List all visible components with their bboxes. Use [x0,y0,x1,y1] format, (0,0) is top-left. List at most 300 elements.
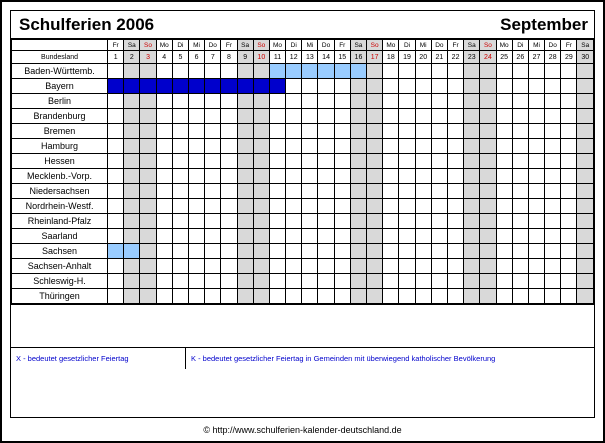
day-cell [124,154,140,169]
day-cell [512,274,528,289]
day-cell [221,184,237,199]
legend-bar [11,347,594,369]
day-cell [512,184,528,199]
day-cell [172,214,188,229]
day-cell [124,109,140,124]
day-cell [124,64,140,79]
day-cell [269,229,285,244]
day-cell [221,229,237,244]
day-cell [447,214,463,229]
day-cell [383,184,399,199]
day-cell [431,124,447,139]
day-cell [124,214,140,229]
day-cell [383,259,399,274]
day-cell [140,139,156,154]
day-number-header: 22 [447,51,463,64]
day-cell [528,244,544,259]
day-number-header: 27 [528,51,544,64]
day-cell [399,199,415,214]
day-cell [561,154,577,169]
day-cell [512,124,528,139]
day-cell [318,274,334,289]
day-cell [431,169,447,184]
weekday-header: Di [512,40,528,51]
day-cell [367,214,383,229]
day-cell [480,274,496,289]
day-cell [545,214,561,229]
day-cell [318,94,334,109]
day-cell [512,109,528,124]
day-cell [447,289,463,304]
day-cell [140,244,156,259]
day-cell [318,124,334,139]
day-cell [415,64,431,79]
day-cell [431,94,447,109]
day-cell [253,124,269,139]
day-cell [286,169,302,184]
day-cell [367,124,383,139]
day-cell [205,274,221,289]
day-cell [108,109,124,124]
day-cell [383,169,399,184]
day-cell [286,79,302,94]
day-cell [496,79,512,94]
day-cell [140,124,156,139]
day-cell [545,64,561,79]
day-cell [318,229,334,244]
weekday-header: Fr [447,40,463,51]
weekday-header: Mo [269,40,285,51]
day-cell [431,184,447,199]
weekday-header: Mi [528,40,544,51]
day-cell [545,169,561,184]
day-cell [383,94,399,109]
day-cell [140,79,156,94]
day-cell [205,94,221,109]
state-name-cell: Bayern [12,79,108,94]
day-cell [334,109,350,124]
day-cell [302,199,318,214]
day-cell [512,199,528,214]
day-cell [172,124,188,139]
day-cell [172,199,188,214]
day-cell [399,259,415,274]
day-cell [237,184,253,199]
day-cell [415,94,431,109]
day-cell [124,169,140,184]
day-cell [286,259,302,274]
day-cell [415,289,431,304]
day-cell [431,139,447,154]
day-cell [545,199,561,214]
calendar-frame [10,10,595,418]
day-cell [367,79,383,94]
day-cell [269,139,285,154]
day-cell [124,124,140,139]
day-number-header: 20 [415,51,431,64]
table-row [12,244,594,259]
day-cell [367,274,383,289]
day-number-header: 10 [253,51,269,64]
day-cell [334,124,350,139]
day-cell [512,169,528,184]
weekday-header: Mi [188,40,204,51]
day-cell [269,244,285,259]
day-cell [545,289,561,304]
day-cell [561,79,577,94]
day-cell [205,214,221,229]
day-cell [415,214,431,229]
day-cell [561,139,577,154]
day-cell [496,169,512,184]
day-cell [367,229,383,244]
day-cell [108,214,124,229]
day-cell [302,184,318,199]
day-cell [561,64,577,79]
day-cell [496,259,512,274]
day-cell [286,274,302,289]
day-cell [383,274,399,289]
day-cell [188,154,204,169]
day-cell [447,169,463,184]
day-cell [205,259,221,274]
day-cell [124,184,140,199]
day-cell [464,214,480,229]
day-cell [205,289,221,304]
day-cell [480,109,496,124]
day-cell [480,154,496,169]
day-cell [577,289,594,304]
day-cell [188,259,204,274]
day-cell [302,154,318,169]
state-name-cell: Thüringen [12,289,108,304]
day-number-header: 23 [464,51,480,64]
day-cell [447,64,463,79]
day-cell [447,184,463,199]
day-cell [431,109,447,124]
day-cell [108,79,124,94]
day-cell [367,154,383,169]
day-cell [205,244,221,259]
day-cell [302,244,318,259]
table-row [12,139,594,154]
day-cell [253,139,269,154]
state-name-cell: Hamburg [12,139,108,154]
day-cell [512,154,528,169]
day-cell [399,109,415,124]
day-cell [286,229,302,244]
day-cell [480,169,496,184]
day-cell [464,154,480,169]
table-row [12,109,594,124]
day-number-header: 5 [172,51,188,64]
day-cell [286,139,302,154]
day-cell [545,244,561,259]
day-cell [140,259,156,274]
day-cell [237,169,253,184]
day-cell [302,94,318,109]
day-cell [399,139,415,154]
day-cell [140,169,156,184]
day-cell [512,139,528,154]
day-number-header: 1 [108,51,124,64]
day-cell [496,184,512,199]
day-cell [480,124,496,139]
day-cell [124,199,140,214]
day-cell [561,169,577,184]
day-cell [447,199,463,214]
weekday-header: Mo [496,40,512,51]
day-cell [205,199,221,214]
day-cell [431,274,447,289]
weekday-header: Fr [561,40,577,51]
day-cell [156,64,172,79]
day-cell [172,109,188,124]
day-cell [108,169,124,184]
day-cell [350,169,366,184]
day-cell [172,94,188,109]
day-cell [140,199,156,214]
day-cell [318,259,334,274]
day-cell [188,184,204,199]
day-cell [464,79,480,94]
day-cell [156,289,172,304]
table-row [12,94,594,109]
day-cell [156,154,172,169]
table-row [12,64,594,79]
day-cell [350,214,366,229]
day-cell [561,124,577,139]
day-cell [480,244,496,259]
day-cell [205,184,221,199]
day-cell [237,94,253,109]
day-cell [253,199,269,214]
day-cell [480,229,496,244]
day-cell [269,169,285,184]
day-cell [464,124,480,139]
day-number-header: 4 [156,51,172,64]
day-cell [561,289,577,304]
day-cell [545,259,561,274]
legend-holiday-k: K - bedeutet gesetzlicher Feiertag in Gemeinden mit überwiegend katholischer Bevölkerung [191,354,496,363]
day-cell [464,94,480,109]
day-cell [108,139,124,154]
day-cell [447,94,463,109]
day-cell [124,94,140,109]
day-cell [350,124,366,139]
day-cell [205,124,221,139]
day-cell [415,199,431,214]
day-cell [205,154,221,169]
day-cell [188,64,204,79]
day-cell [383,214,399,229]
day-number-header: 19 [399,51,415,64]
day-number-header: 21 [431,51,447,64]
day-cell [496,199,512,214]
day-number-header: 30 [577,51,594,64]
day-cell [318,244,334,259]
day-cell [269,64,285,79]
day-cell [318,109,334,124]
day-cell [464,199,480,214]
day-cell [302,214,318,229]
day-cell [205,79,221,94]
day-cell [237,64,253,79]
day-cell [172,64,188,79]
day-cell [399,244,415,259]
day-cell [269,259,285,274]
day-cell [399,274,415,289]
day-cell [205,109,221,124]
day-cell [334,154,350,169]
day-cell [188,139,204,154]
day-number-header: 26 [512,51,528,64]
day-cell [286,184,302,199]
day-cell [383,139,399,154]
weekday-header: Di [286,40,302,51]
day-cell [286,94,302,109]
day-cell [431,289,447,304]
day-cell [172,169,188,184]
day-cell [367,139,383,154]
day-cell [237,79,253,94]
day-cell [399,124,415,139]
day-cell [561,259,577,274]
day-cell [156,199,172,214]
day-cell [269,199,285,214]
day-cell [577,64,594,79]
day-cell [334,244,350,259]
day-cell [528,139,544,154]
column-header-bundesland: Bundesland [12,51,108,64]
day-cell [156,169,172,184]
day-cell [350,274,366,289]
day-cell [334,139,350,154]
day-cell [350,139,366,154]
day-cell [399,289,415,304]
day-cell [221,214,237,229]
day-cell [205,229,221,244]
day-cell [545,79,561,94]
day-cell [237,244,253,259]
day-cell [383,199,399,214]
day-cell [221,109,237,124]
day-cell [415,109,431,124]
day-cell [383,289,399,304]
day-cell [302,79,318,94]
day-cell [415,169,431,184]
day-number-header: 13 [302,51,318,64]
day-cell [269,184,285,199]
day-cell [237,154,253,169]
day-cell [156,214,172,229]
day-cell [172,184,188,199]
day-number-header: 6 [188,51,204,64]
day-cell [318,184,334,199]
day-cell [545,139,561,154]
day-cell [350,94,366,109]
day-cell [561,274,577,289]
day-cell [318,139,334,154]
day-cell [108,154,124,169]
day-cell [415,259,431,274]
day-cell [577,259,594,274]
day-cell [415,124,431,139]
day-cell [286,244,302,259]
day-cell [172,229,188,244]
day-cell [383,109,399,124]
weekday-header: Di [399,40,415,51]
day-cell [383,124,399,139]
day-cell [561,94,577,109]
day-cell [205,169,221,184]
day-cell [480,94,496,109]
day-cell [415,229,431,244]
weekday-header: Fr [108,40,124,51]
day-cell [577,124,594,139]
day-cell [512,289,528,304]
weekday-header: Fr [221,40,237,51]
day-cell [431,64,447,79]
day-number-header: 18 [383,51,399,64]
day-cell [237,199,253,214]
day-cell [188,274,204,289]
day-cell [367,259,383,274]
table-row [12,289,594,304]
day-cell [334,229,350,244]
weekday-header: Di [172,40,188,51]
day-number-header: 2 [124,51,140,64]
day-cell [447,124,463,139]
day-cell [188,229,204,244]
day-cell [545,109,561,124]
day-cell [512,229,528,244]
day-cell [253,94,269,109]
day-cell [318,289,334,304]
day-cell [512,79,528,94]
day-cell [108,64,124,79]
day-cell [350,259,366,274]
day-cell [383,244,399,259]
day-cell [237,139,253,154]
day-cell [350,199,366,214]
day-cell [302,109,318,124]
day-cell [399,64,415,79]
day-cell [253,214,269,229]
day-cell [172,289,188,304]
day-cell [496,124,512,139]
day-cell [350,184,366,199]
day-cell [286,109,302,124]
day-cell [286,64,302,79]
day-cell [205,139,221,154]
day-cell [577,274,594,289]
calendar-table [11,39,594,304]
day-cell [302,274,318,289]
day-cell [237,214,253,229]
day-cell [302,139,318,154]
header-corner-blank [12,40,108,51]
day-cell [480,199,496,214]
day-cell [140,184,156,199]
day-cell [367,199,383,214]
day-cell [253,274,269,289]
day-cell [496,289,512,304]
day-cell [447,274,463,289]
day-cell [286,289,302,304]
state-name-cell: Rheinland-Pfalz [12,214,108,229]
day-cell [253,244,269,259]
